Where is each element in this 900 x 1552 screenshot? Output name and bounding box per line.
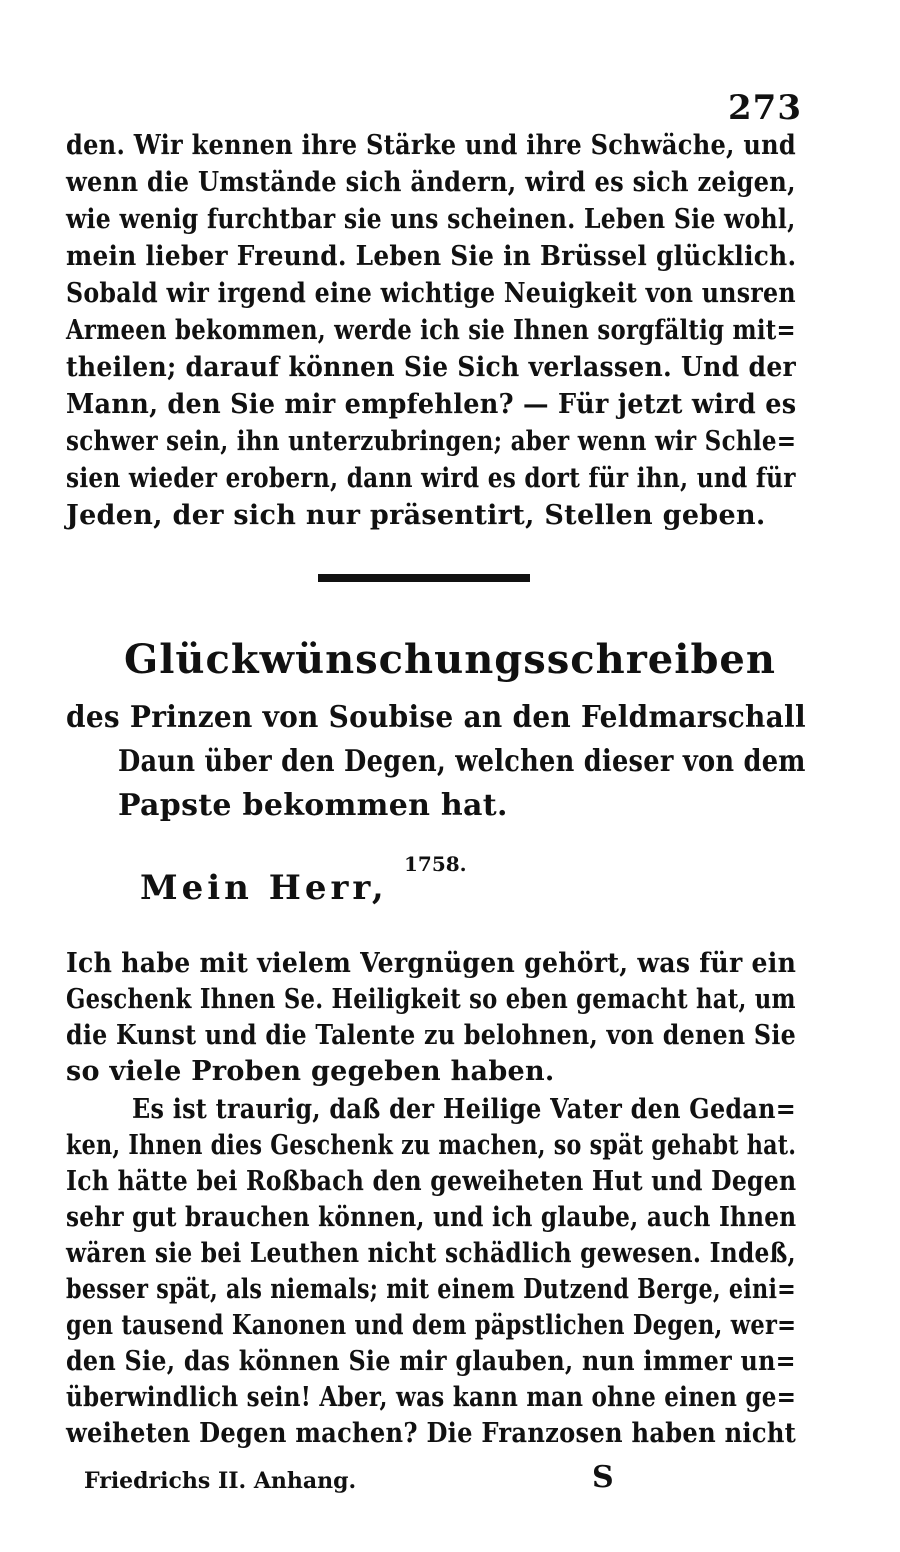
text-line: wie wenig furchtbar sie uns scheinen. Leben Sie wohl, xyxy=(66,204,796,235)
text-line: Es ist traurig, daß der Heilige Vater den Gedan= xyxy=(132,1094,796,1125)
text-line: so viele Proben gegeben haben. xyxy=(66,1056,555,1087)
text-line: den Sie, das können Sie mir glauben, nun immer un= xyxy=(66,1346,796,1377)
text-line: mein lieber Freund. Leben Sie in Brüssel glücklich. xyxy=(66,241,797,272)
text-line: Mann, den Sie mir empfehlen? — Für jetzt wird es xyxy=(66,389,797,420)
page-number: 273 xyxy=(728,88,802,128)
text-line: den. Wir kennen ihre Stärke und ihre Schwäche, und xyxy=(66,130,796,161)
text-line: sien wieder erobern, dann wird es dort für ihn, und für xyxy=(66,463,796,494)
signature-mark: Friedrichs II. Anhang. xyxy=(84,1468,357,1494)
subtitle-line: des Prinzen von Soubise an den Feldmarschall xyxy=(66,700,806,735)
section-divider xyxy=(318,574,530,582)
text-line: Armeen bekommen, werde ich sie Ihnen sorgfältig mit= xyxy=(66,315,796,346)
text-line: sehr gut brauchen können, und ich glaube, auch Ihnen xyxy=(66,1202,797,1233)
text-line: weiheten Degen machen? Die Franzosen haben nicht xyxy=(66,1418,797,1449)
text-line: besser spät, als niemals; mit einem Dutzend Berge, eini= xyxy=(66,1274,797,1305)
text-line: Ich hätte bei Roßbach den geweiheten Hut und Degen xyxy=(66,1166,797,1197)
text-line: Sobald wir irgend eine wichtige Neuigkeit von unsren xyxy=(66,278,796,309)
text-line: theilen; darauf können Sie Sich verlassen. Und der xyxy=(66,352,797,383)
catchword-mark: S xyxy=(592,1460,614,1495)
text-line: schwer sein, ihn unterzubringen; aber wenn wir Schle= xyxy=(66,426,797,457)
text-line: Jeden, der sich nur präsentirt, Stellen geben. xyxy=(66,500,766,531)
text-line: wenn die Umstände sich ändern, wird es sich zeigen, xyxy=(66,167,796,198)
text-line: wären sie bei Leuthen nicht schädlich gewesen. Indeß, xyxy=(66,1238,796,1269)
letter-year: 1758. xyxy=(404,852,467,876)
text-line: überwindlich sein! Aber, was kann man ohne einen ge= xyxy=(66,1382,797,1413)
text-line: Ich habe mit vielem Vergnügen gehört, was für ein xyxy=(66,948,797,979)
text-line: die Kunst und die Talente zu belohnen, von denen Sie xyxy=(66,1020,797,1051)
text-line: ken, Ihnen dies Geschenk zu machen, so spät gehabt hat. xyxy=(66,1130,797,1161)
text-line: Geschenk Ihnen Se. Heiligkeit so eben gemacht hat, um xyxy=(66,984,796,1015)
section-heading: Glückwünschungsschreiben xyxy=(124,636,776,683)
text-line: gen tausend Kanonen und dem päpstlichen Degen, wer= xyxy=(66,1310,797,1341)
subtitle-line: Daun über den Degen, welchen dieser von dem xyxy=(118,744,806,779)
subtitle-line: Papste bekommen hat. xyxy=(118,788,508,823)
salutation: Mein Herr, xyxy=(140,868,388,908)
